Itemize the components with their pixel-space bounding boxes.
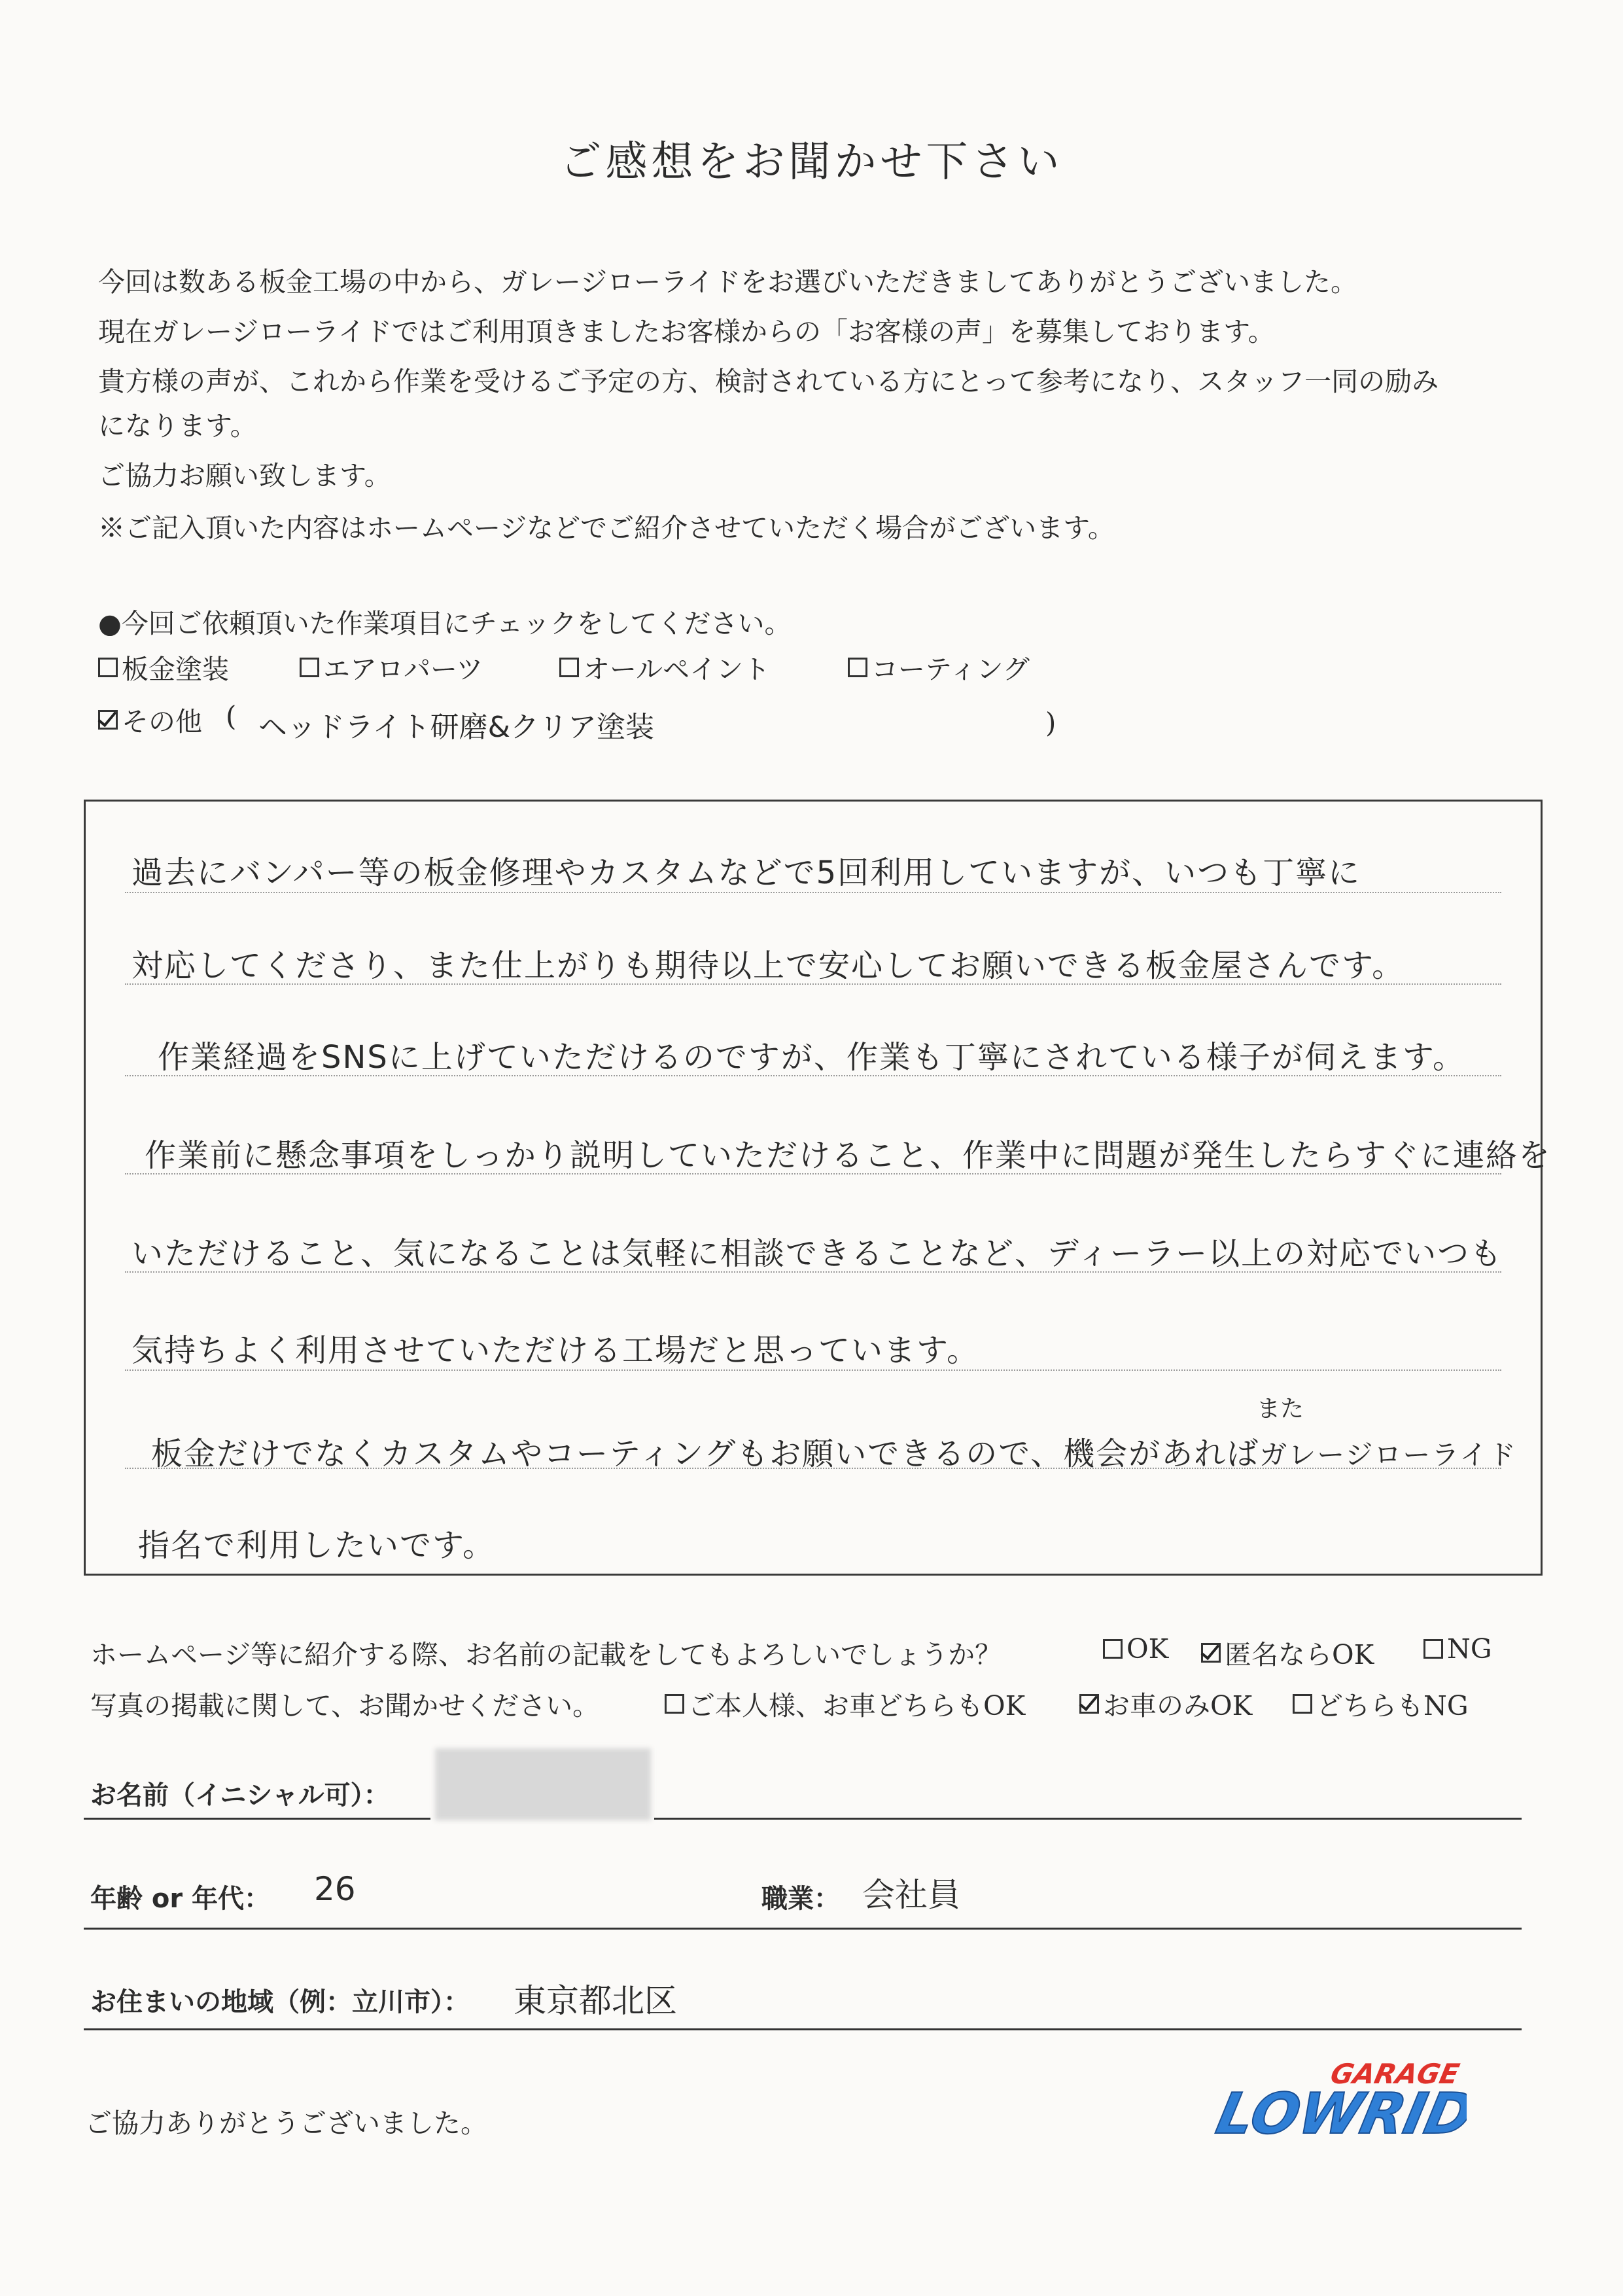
age-job-underline [84, 1928, 1522, 1930]
intro-line-2: 現在ガレージローライドではご利用頂きましたお客様からの「お客様の声」を募集しております。 [98, 316, 1275, 347]
comment-line-6: 気持ちよく利用させていただける工場だと思っています。 [131, 1332, 980, 1369]
work-items-heading: ●今回ご依頼頂いた作業項目にチェックをしてください。 [98, 608, 792, 639]
work-option-coating[interactable] [848, 648, 1030, 686]
name-label: お名前（イニシャル可）： [90, 1780, 390, 1810]
checkbox[interactable] [848, 658, 867, 677]
option-label: オールペイント [583, 654, 771, 685]
name-underline-left [84, 1818, 430, 1820]
photo-option-car-only[interactable] [1079, 1684, 1252, 1723]
comment-line-7-tail: ガレージローライド [1259, 1439, 1518, 1471]
name-option-anonymous[interactable] [1201, 1633, 1374, 1672]
age-value[interactable]: 26 [314, 1870, 356, 1908]
intro-line-4: になります。 [98, 410, 257, 442]
other-close-paren: ) [1045, 707, 1056, 739]
name-option-ok[interactable] [1103, 1633, 1168, 1665]
checkbox[interactable] [1293, 1694, 1312, 1714]
option-label: 板金塗装 [122, 654, 229, 685]
intro-line-5: ご協力お願い致します。 [98, 460, 391, 491]
checkbox[interactable] [1103, 1639, 1123, 1659]
name-option-ng[interactable] [1423, 1633, 1492, 1665]
comment-line-2: 対応してくださり、また仕上がりも期待以上で安心してお願いできる板金屋さんです。 [131, 947, 1405, 984]
work-option-other[interactable] [98, 700, 202, 739]
checkbox[interactable] [300, 658, 319, 677]
page-title: ご感想をお聞かせ下さい [559, 138, 1064, 186]
photo-question: 写真の掲載に関して、お聞かせください。 [90, 1690, 600, 1722]
option-label: エアロパーツ [323, 654, 483, 685]
checkbox-checked[interactable] [98, 710, 118, 730]
comment-box[interactable] [84, 800, 1552, 1576]
area-underline [84, 2028, 1522, 2030]
age-label: 年齢 or 年代： [90, 1884, 271, 1914]
work-option-bankin[interactable] [98, 648, 229, 686]
area-label: お住まいの地域（例：立川市）： [90, 1987, 470, 2017]
other-open-paren: ( [226, 700, 237, 732]
comment-line-4: 作業前に懸念事項をしっかり説明していただけること、作業中に問題が発生したらすぐに連絡を [145, 1137, 1552, 1174]
photo-option-both[interactable] [665, 1684, 1025, 1723]
logo-garage-text: GARAGE [1327, 2058, 1462, 2091]
name-question: ホームページ等に紹介する際、お名前の記載をしてもよろしいでしょうか？ [90, 1639, 1002, 1670]
comment-line-7 [151, 1428, 1517, 1474]
other-work-value[interactable]: ヘッドライト研磨&クリア塗装 [258, 711, 654, 744]
option-label: ご本人様、お車どちらもOK [688, 1690, 1026, 1722]
thanks-text: ご協力ありがとうございました。 [85, 2108, 487, 2139]
comment-line-3: 作業経過をSNSに上げていただけるのですが、作業も丁寧にされている様子が伺えます。 [158, 1039, 1466, 1076]
option-label: 匿名ならOK [1225, 1639, 1374, 1670]
option-label: その他 [122, 706, 202, 737]
area-value[interactable]: 東京都北区 [514, 1982, 677, 2020]
work-option-aero[interactable] [300, 648, 483, 686]
comment-line-7-main: 板金だけでなくカスタムやコーティングもお願いできるので、機会があれば [151, 1436, 1260, 1472]
garage-lowride-logo [1205, 2052, 1467, 2145]
checkbox-checked[interactable] [1201, 1643, 1221, 1663]
intro-line-1: 今回は数ある板金工場の中から、ガレージローライドをお選びいただきましてありがとうございました。 [98, 266, 1357, 298]
photo-option-none[interactable] [1293, 1684, 1469, 1723]
option-label: どちらもNG [1316, 1690, 1469, 1722]
intro-line-6: ※ご記入頂いた内容はホームページなどでご紹介させていただく場合がございます。 [98, 512, 1115, 544]
option-label: OK [1126, 1633, 1169, 1665]
intro-line-3: 貴方様の声が、これから作業を受けるご予定の方、検討されている方にとって参考になり、スタッフ一同の励み [98, 366, 1439, 397]
job-label: 職業： [761, 1884, 840, 1914]
checkbox[interactable] [665, 1694, 684, 1714]
insert-note-mata: また [1257, 1396, 1304, 1422]
name-underline-right [654, 1818, 1522, 1820]
checkbox[interactable] [98, 658, 118, 677]
checkbox[interactable] [1423, 1639, 1443, 1659]
comment-line-5: いただけること、気になることは気軽に相談できることなど、ディーラー以上の対応でいつも [131, 1235, 1503, 1272]
comment-line-1: 過去にバンパー等の板金修理やカスタムなどで5回利用していますが、いつも丁寧に [131, 855, 1361, 891]
logo-lowride-text: LOWRIDE [1211, 2080, 1467, 2145]
checkbox[interactable] [559, 658, 579, 677]
option-label: NG [1447, 1633, 1492, 1665]
option-label: コーティング [871, 654, 1030, 685]
work-option-allpaint[interactable] [559, 648, 770, 686]
comment-line-8: 指名で利用したいです。 [138, 1527, 496, 1564]
option-label: お車のみOK [1103, 1690, 1253, 1722]
redacted-name [435, 1748, 651, 1820]
checkbox-checked[interactable] [1079, 1694, 1099, 1714]
job-value[interactable]: 会社員 [862, 1876, 960, 1914]
